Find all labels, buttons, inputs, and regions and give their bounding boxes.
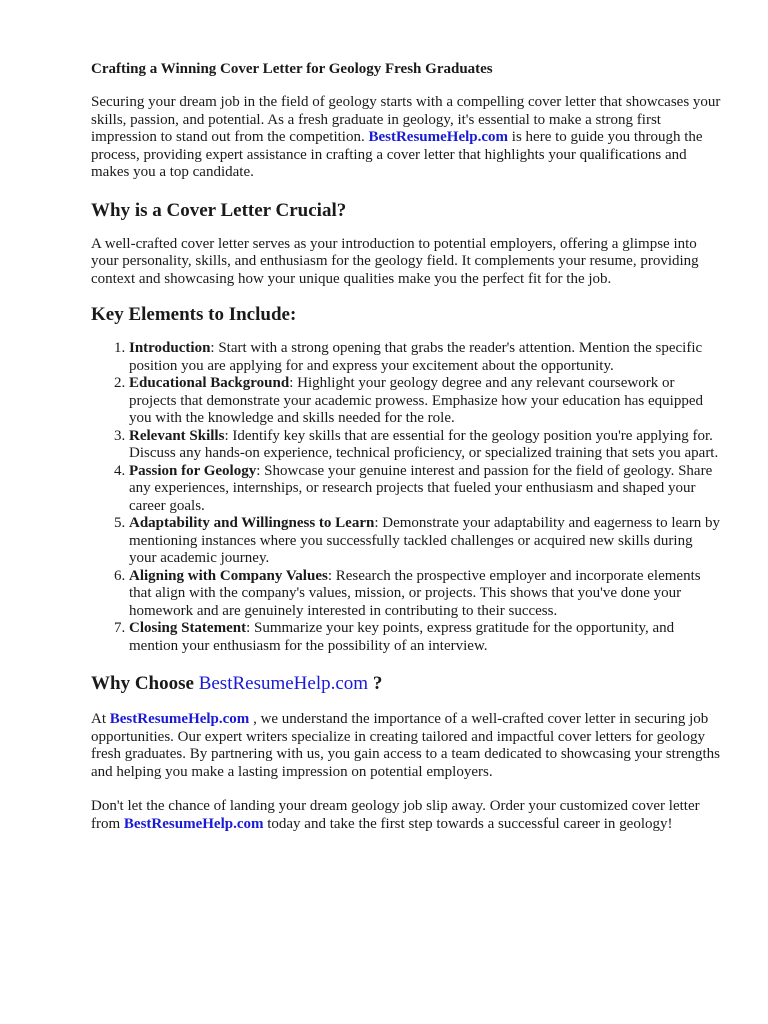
why-choose-text-before: Why Choose: [91, 673, 199, 694]
key-elements-heading: Key Elements to Include:: [91, 304, 297, 325]
why-crucial-heading: Why is a Cover Letter Crucial?: [91, 199, 347, 221]
list-item: [129, 428, 721, 463]
at-text-before: At: [91, 711, 110, 727]
list-item-text: : Demonstrate your adaptability and eagerness to learn by mentioning instances where you successfully tackled challenges or acquired new skills during your academic journey.: [129, 515, 721, 566]
closing-brand-link[interactable]: BestResumeHelp.com: [123, 815, 264, 832]
at-brand-link[interactable]: BestResumeHelp.com: [109, 711, 250, 727]
list-item-text: : Research the prospective employer and incorporate elements that align with the company's values, mission, or projects. This shows that you've done your homework and are genuinely interested in contributing to their success.: [129, 567, 701, 619]
list-item-text: : Identify key skills that are essential for the geology position you're applying for. Discuss any hands-on experience, technical proficiency, or specialized training that sets you apart.: [129, 427, 719, 461]
list-item-title: Passion for Geology: [129, 462, 257, 479]
at-text-after: , we understand the importance of a well-crafted cover letter in securing job opportunities. Our expert writers specialize in creating tailored and impactful cover letters for geology fresh graduates. By partnering with us, you gain access to a team dedicated to showcasing your strengths and helping you make a lasting impression on potential employers.: [91, 711, 720, 780]
list-item-text: : Highlight your geology degree and any relevant coursework or projects that demonstrate your academic prowess. Emphasize how your education has equipped you with the knowledge and skills needed for the role.: [129, 375, 703, 426]
document-title: Crafting a Winning Cover Letter for Geology Fresh Graduates: [91, 61, 493, 77]
key-elements-list: [91, 340, 721, 655]
why-crucial-paragraph: A well-crafted cover letter serves as your introduction to potential employers, offering a glimpse into your personality, skills, and enthusiasm for the geology field. It complements your resume, providing context and showcasing how your unique qualities make you the perfect fit for the job.: [91, 235, 699, 287]
list-item: [129, 515, 721, 568]
list-item: [129, 463, 721, 516]
why-choose-brand-link[interactable]: BestResumeHelp.com: [198, 673, 369, 694]
list-item-title: Aligning with Company Values: [129, 567, 328, 584]
closing-paragraph: [91, 798, 721, 833]
why-choose-heading: [91, 673, 721, 695]
intro-text-after: is here to guide you through the process, providing expert assistance in crafting a cover letter that highlights your qualifications and makes you a top candidate.: [91, 129, 703, 180]
closing-text-after: today and take the first step towards a successful career in geology!: [263, 815, 673, 832]
list-item-title: Relevant Skills: [129, 427, 225, 444]
document-content: [91, 60, 721, 833]
list-item: [129, 568, 721, 621]
list-item: [129, 340, 721, 375]
intro-text-before: Securing your dream job in the field of geology starts with a compelling cover letter that showcases your skills, passion, and potential. As a fresh graduate in geology, it's essential to make a strong first impression to stand out from the competition.: [91, 94, 721, 145]
list-item-title: Educational Background: [129, 375, 290, 391]
why-choose-text-after: ?: [368, 673, 383, 694]
intro-paragraph: [91, 94, 721, 182]
closing-text-before: Don't let the chance of landing your dream geology job slip away. Order your customized cover letter from: [91, 798, 700, 832]
intro-brand-link[interactable]: BestResumeHelp.com: [368, 129, 509, 145]
list-item-text: : Summarize your key points, express gratitude for the opportunity, and mention your enthusiasm for the possibility of an interview.: [129, 620, 675, 654]
list-item-text: : Start with a strong opening that grabs the reader's attention. Mention the specific position you are applying for and express your excitement about the opportunity.: [129, 340, 703, 374]
list-item-title: Closing Statement: [129, 620, 247, 636]
list-item: [129, 375, 721, 428]
at-paragraph: [91, 711, 721, 781]
list-item: [129, 620, 721, 655]
list-item-text: : Showcase your genuine interest and passion for the field of geology. Share any experiences, internships, or research projects that fueled your enthusiasm and shaped your career goals.: [129, 462, 713, 514]
list-item-title: Adaptability and Willingness to Learn: [129, 515, 375, 531]
list-item-title: Introduction: [129, 340, 211, 356]
